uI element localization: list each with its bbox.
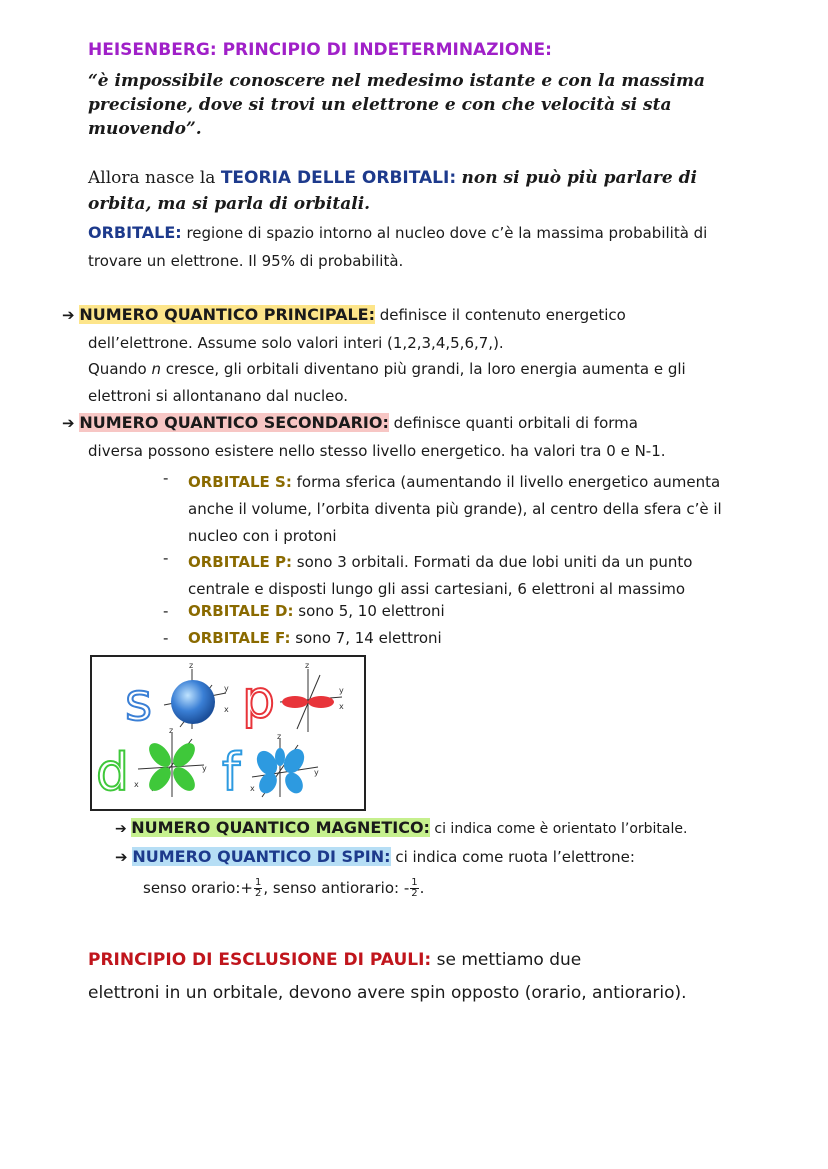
- axis-label-x: x: [339, 702, 344, 711]
- principale-line2: dell’elettrone. Assume solo valori interi (1,2,3,4,5,6,7,).: [88, 334, 504, 352]
- list-item-orbitale-p: -: [163, 549, 169, 567]
- orbitale-d-text: ORBITALE D: sono 5, 10 elettroni: [188, 602, 445, 620]
- axis-label-z: z: [305, 661, 310, 670]
- pauli-line2: elettroni in un orbitale, devono avere spin opposto (orario, antiorario).: [88, 983, 687, 1003]
- letter-f: f: [222, 743, 241, 803]
- spin-values-line: senso orario:+ $\frac{1}{2}$ , senso antiorario: - $\frac{1}{2}$ .: [143, 877, 425, 899]
- orbitale-s-text: ORBITALE S: forma sferica (aumentando il livello energetico aumenta anche il volume, l’orbita diventa più grande), al centro della sfera c’è il nucleo con i protoni: [188, 473, 722, 545]
- arrow-right-icon: ➔: [115, 848, 128, 866]
- s-orbital-sphere: [171, 680, 215, 724]
- axis-label-x: x: [224, 705, 229, 714]
- arrow-right-icon: ➔: [62, 414, 75, 432]
- list-item-orbitale-s: -: [163, 469, 169, 487]
- orbital-shapes-svg: [92, 657, 364, 809]
- principale-line4: elettroni si allontanano dal nucleo.: [88, 387, 349, 405]
- spin-label: NUMERO QUANTICO DI SPIN:: [132, 847, 391, 866]
- arrow-right-icon: ➔: [62, 306, 75, 324]
- heisenberg-title: HEISENBERG: PRINCIPIO DI INDETERMINAZIONE:: [88, 40, 552, 60]
- secondario-label: NUMERO QUANTICO SECONDARIO:: [79, 413, 389, 432]
- orbital-shapes-figure: [90, 655, 366, 811]
- orbitale-definition-line2: trovare un elettrone. Il 95% di probabilità.: [88, 252, 404, 270]
- pauli-line1: PRINCIPIO DI ESCLUSIONE DI PAULI: se mettiamo due: [88, 950, 582, 970]
- letter-s: s: [125, 673, 153, 733]
- orbital-theory-line1: Allora nasce la TEORIA DELLE ORBITALI: non si può più parlare di: [88, 168, 697, 188]
- orbitale-p-text: ORBITALE P: sono 3 orbitali. Formati da due lobi uniti da un punto centrale e disposti lungo gli assi cartesiani, 6 elettroni al massimo: [188, 553, 693, 598]
- principale-label: NUMERO QUANTICO PRINCIPALE:: [79, 305, 375, 324]
- orbitale-definition-line1: ORBITALE: regione di spazio intorno al nucleo dove c’è la massima probabilità di: [88, 223, 708, 242]
- fraction-half: $\frac{1}{2}$: [411, 877, 418, 899]
- axis-label-y: y: [224, 684, 229, 693]
- axis-label-y: y: [314, 768, 319, 777]
- axis-label-x: x: [134, 780, 139, 789]
- axis-label-z: z: [189, 661, 194, 670]
- magnetico-line: ➔ NUMERO QUANTICO MAGNETICO: ci indica come è orientato l’orbitale.: [115, 818, 688, 837]
- list-item-orbitale-d: -: [163, 602, 169, 620]
- spin-line: ➔ NUMERO QUANTICO DI SPIN: ci indica come ruota l’elettrone:: [115, 847, 635, 866]
- arrow-right-icon: ➔: [115, 821, 127, 837]
- axis-label-x: x: [250, 784, 255, 793]
- axis-label-y: y: [339, 686, 344, 695]
- magnetico-label: NUMERO QUANTICO MAGNETICO:: [131, 818, 430, 837]
- axis-label-z: z: [277, 732, 282, 741]
- axis-label-z: z: [169, 726, 174, 735]
- list-item-orbitale-f: -: [163, 629, 169, 647]
- fraction-half: $\frac{1}{2}$: [254, 877, 262, 899]
- p-orbital-lobe-right: [308, 696, 334, 708]
- p-orbital-lobe-left: [282, 696, 308, 708]
- axis-label-y: y: [202, 764, 207, 773]
- principale-line3: Quando n cresce, gli orbitali diventano più grandi, la loro energia aumenta e gli: [88, 360, 686, 378]
- orbital-theory-line2: orbita, ma si parla di orbitali.: [88, 194, 371, 214]
- letter-p: p: [242, 670, 276, 730]
- letter-d: d: [96, 743, 130, 803]
- orbitale-f-text: ORBITALE F: sono 7, 14 elettroni: [188, 629, 442, 647]
- secondario-line1: ➔ NUMERO QUANTICO SECONDARIO: definisce quanti orbitali di forma: [62, 413, 638, 432]
- secondario-line2: diversa possono esistere nello stesso livello energetico. ha valori tra 0 e N-1.: [88, 442, 666, 460]
- heisenberg-quote: “è impossibile conoscere nel medesimo istante e con la massima precisione, dove si trovi un elettrone e con che velocità si sta muovendo”.: [88, 71, 706, 139]
- principale-line1: ➔ NUMERO QUANTICO PRINCIPALE: definisce il contenuto energetico: [62, 305, 626, 324]
